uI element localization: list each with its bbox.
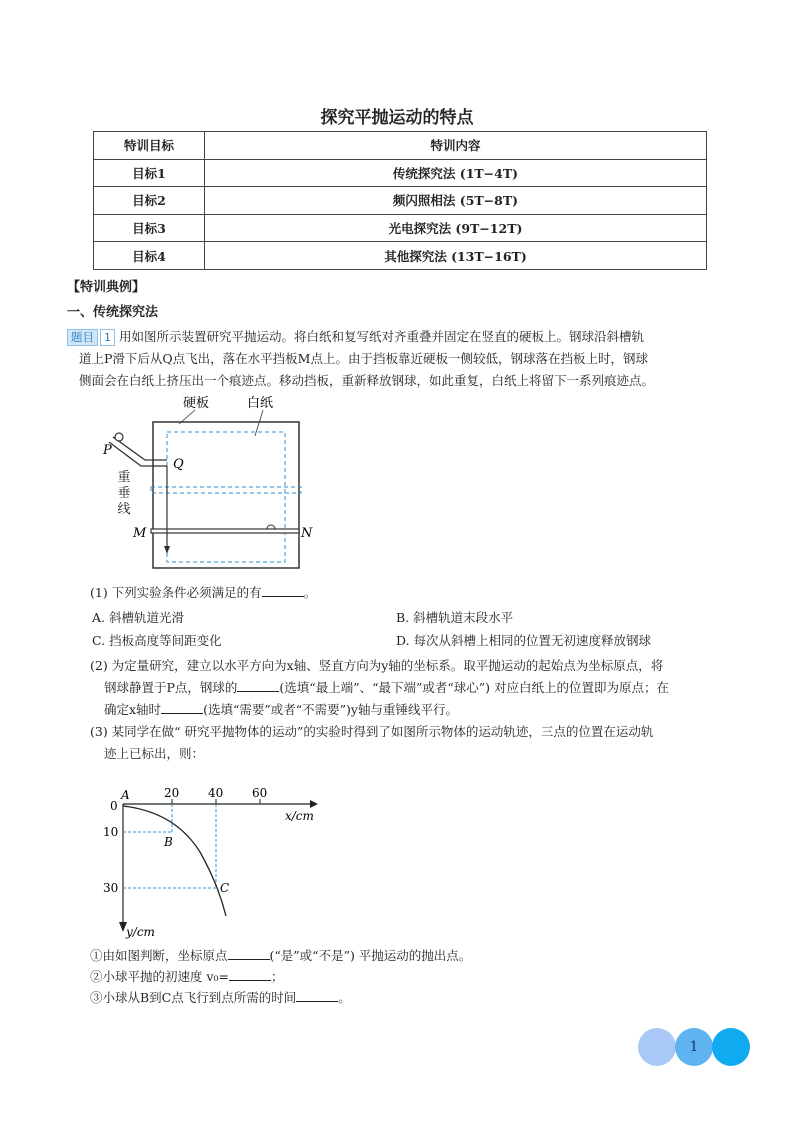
answer-blank[interactable] <box>262 582 304 597</box>
dashed-band <box>151 487 301 493</box>
q2-text: 确定x轴时 <box>104 702 162 717</box>
q3-sub3 <box>90 987 730 1008</box>
q3-text: ②小球平抛的初速度 v₀= <box>90 969 230 984</box>
q2-line: (2) 为定量研究，建立以水平方向为x轴、竖直方向为y轴的坐标系。取平抛运动的起始点为坐标原点，将 <box>90 658 664 673</box>
x-tick-label: 20 <box>164 786 180 800</box>
answer-blank[interactable] <box>229 966 271 981</box>
goals-table <box>93 131 707 270</box>
table-header-row <box>94 132 707 160</box>
problem-number: 1 <box>100 329 115 346</box>
answer-blank[interactable] <box>296 987 338 1002</box>
sub-heading: 一、传统探究法 <box>67 305 159 320</box>
origin-label: 0 <box>110 799 118 813</box>
q1-option-d: D. 每次从斜槽上相同的位置无初速度释放钢球 <box>396 633 652 648</box>
label-plumb: 重垂线 <box>117 470 131 517</box>
page-title: 探究平抛运动的特点 <box>320 108 474 128</box>
x-tick-label: 40 <box>208 786 224 800</box>
problem-text-line: 道上P滑下后从Q点飞出，落在水平挡板M点上。由于挡板靠近硬板一侧较低，钢球落在挡板上时，钢球 <box>79 351 648 366</box>
q3-stem <box>90 721 730 765</box>
table-header: 特训目标 <box>94 132 205 160</box>
table-cell: 目标2 <box>94 187 205 215</box>
q1-stem-text: (1) 下列实验条件必须满足的有 <box>90 585 262 600</box>
decor-circle <box>712 1028 750 1066</box>
q2 <box>90 655 730 721</box>
point-B-label: B <box>164 835 173 849</box>
table-cell: 频闪照相法 (5T−8T) <box>205 187 707 215</box>
white-paper <box>167 432 285 562</box>
answer-blank[interactable] <box>237 677 279 692</box>
x-tick-label: 60 <box>252 786 268 800</box>
table-header: 特训内容 <box>205 132 707 160</box>
table-cell: 其他探究法 (13T−16T) <box>205 242 707 270</box>
table-row <box>94 214 707 242</box>
x-axis-arrow-icon <box>310 800 318 808</box>
table-cell: 光电探究法 (9T−12T) <box>205 214 707 242</box>
label-M: M <box>133 526 147 541</box>
q2-text: 钢球静置于P点，钢球的 <box>104 680 238 695</box>
label-N: N <box>301 526 313 541</box>
table-cell: 目标3 <box>94 214 205 242</box>
y-tick-label: 30 <box>103 881 119 895</box>
y-tick-label: 10 <box>103 825 119 839</box>
chute-lower <box>109 442 167 466</box>
q3-subquestions <box>90 945 730 1008</box>
problem-text-line: 用如图所示装置研究平抛运动。将白纸和复写纸对齐重叠并固定在竖直的硬板上。钢球沿斜槽轨 <box>118 329 644 344</box>
q3-sub1 <box>90 945 730 966</box>
label-Q: Q <box>173 457 184 472</box>
ball-icon <box>115 433 123 441</box>
q1-option-b: B. 斜槽轨道末段水平 <box>396 610 514 625</box>
decor-circle <box>638 1028 676 1066</box>
plumb-arrow-icon <box>164 546 170 554</box>
trajectory-curve <box>123 806 226 916</box>
x-axis-label: x/cm <box>285 809 314 823</box>
answer-blank[interactable] <box>161 699 203 714</box>
table-row <box>94 242 707 270</box>
hard-board <box>153 422 299 568</box>
q3-line: (3) 某同学在做“ 研究平抛物体的运动”的实验时得到了如图所示物体的运动轨迹，三点的位置在运动轨 <box>90 724 654 739</box>
q1-option-c: C. 挡板高度等间距变化 <box>92 633 222 648</box>
q1-option-a: A. 斜槽轨道光滑 <box>92 610 184 625</box>
q1-stem-suffix: 。 <box>303 585 317 600</box>
problem-text-line: 侧面会在白纸上挤压出一个痕迹点。移动挡板，重新释放钢球，如此重复，白纸上将留下一系列痕迹点。 <box>79 373 655 388</box>
q1-stem <box>90 582 316 604</box>
problem-intro <box>67 326 727 392</box>
page-number: 1 <box>675 1028 713 1066</box>
baffle-MN <box>151 529 299 533</box>
section-heading: 【特训典例】 <box>67 280 146 295</box>
q2-text: (选填“最上端”、“最下端”或者“球心”) 对应白纸上的位置即为原点；在 <box>279 680 669 695</box>
q2-line <box>90 677 730 699</box>
trajectory-graph <box>100 784 330 944</box>
table-row <box>94 159 707 187</box>
y-axis-label: y/cm <box>126 925 155 939</box>
label-paper: 白纸 <box>247 396 274 411</box>
q2-text: (选填“需要”或者“不需要”)y轴与重锤线平行。 <box>203 702 458 717</box>
answer-blank[interactable] <box>228 945 270 960</box>
label-P: P <box>103 443 112 458</box>
point-C-label: C <box>220 881 230 895</box>
point-A-label: A <box>121 788 130 802</box>
q3-sub2 <box>90 966 730 987</box>
q3-text: ③小球从B到C点飞行到点所需的时间 <box>90 990 297 1005</box>
table-cell: 传统探究法 (1T−4T) <box>205 159 707 187</box>
q3-text: (“是”或“不是”) 平抛运动的抛出点。 <box>269 948 472 963</box>
q2-line <box>90 699 730 721</box>
table-row <box>94 187 707 215</box>
table-cell: 目标4 <box>94 242 205 270</box>
problem-badge: 题目 <box>67 329 98 346</box>
q3-text: ①由如图判断，坐标原点 <box>90 948 228 963</box>
q3-text: ； <box>271 969 284 984</box>
label-board: 硬板 <box>183 396 210 411</box>
q3-line: 迹上已标出，则： <box>104 746 205 761</box>
table-cell: 目标1 <box>94 159 205 187</box>
q3-text: 。 <box>338 990 351 1005</box>
